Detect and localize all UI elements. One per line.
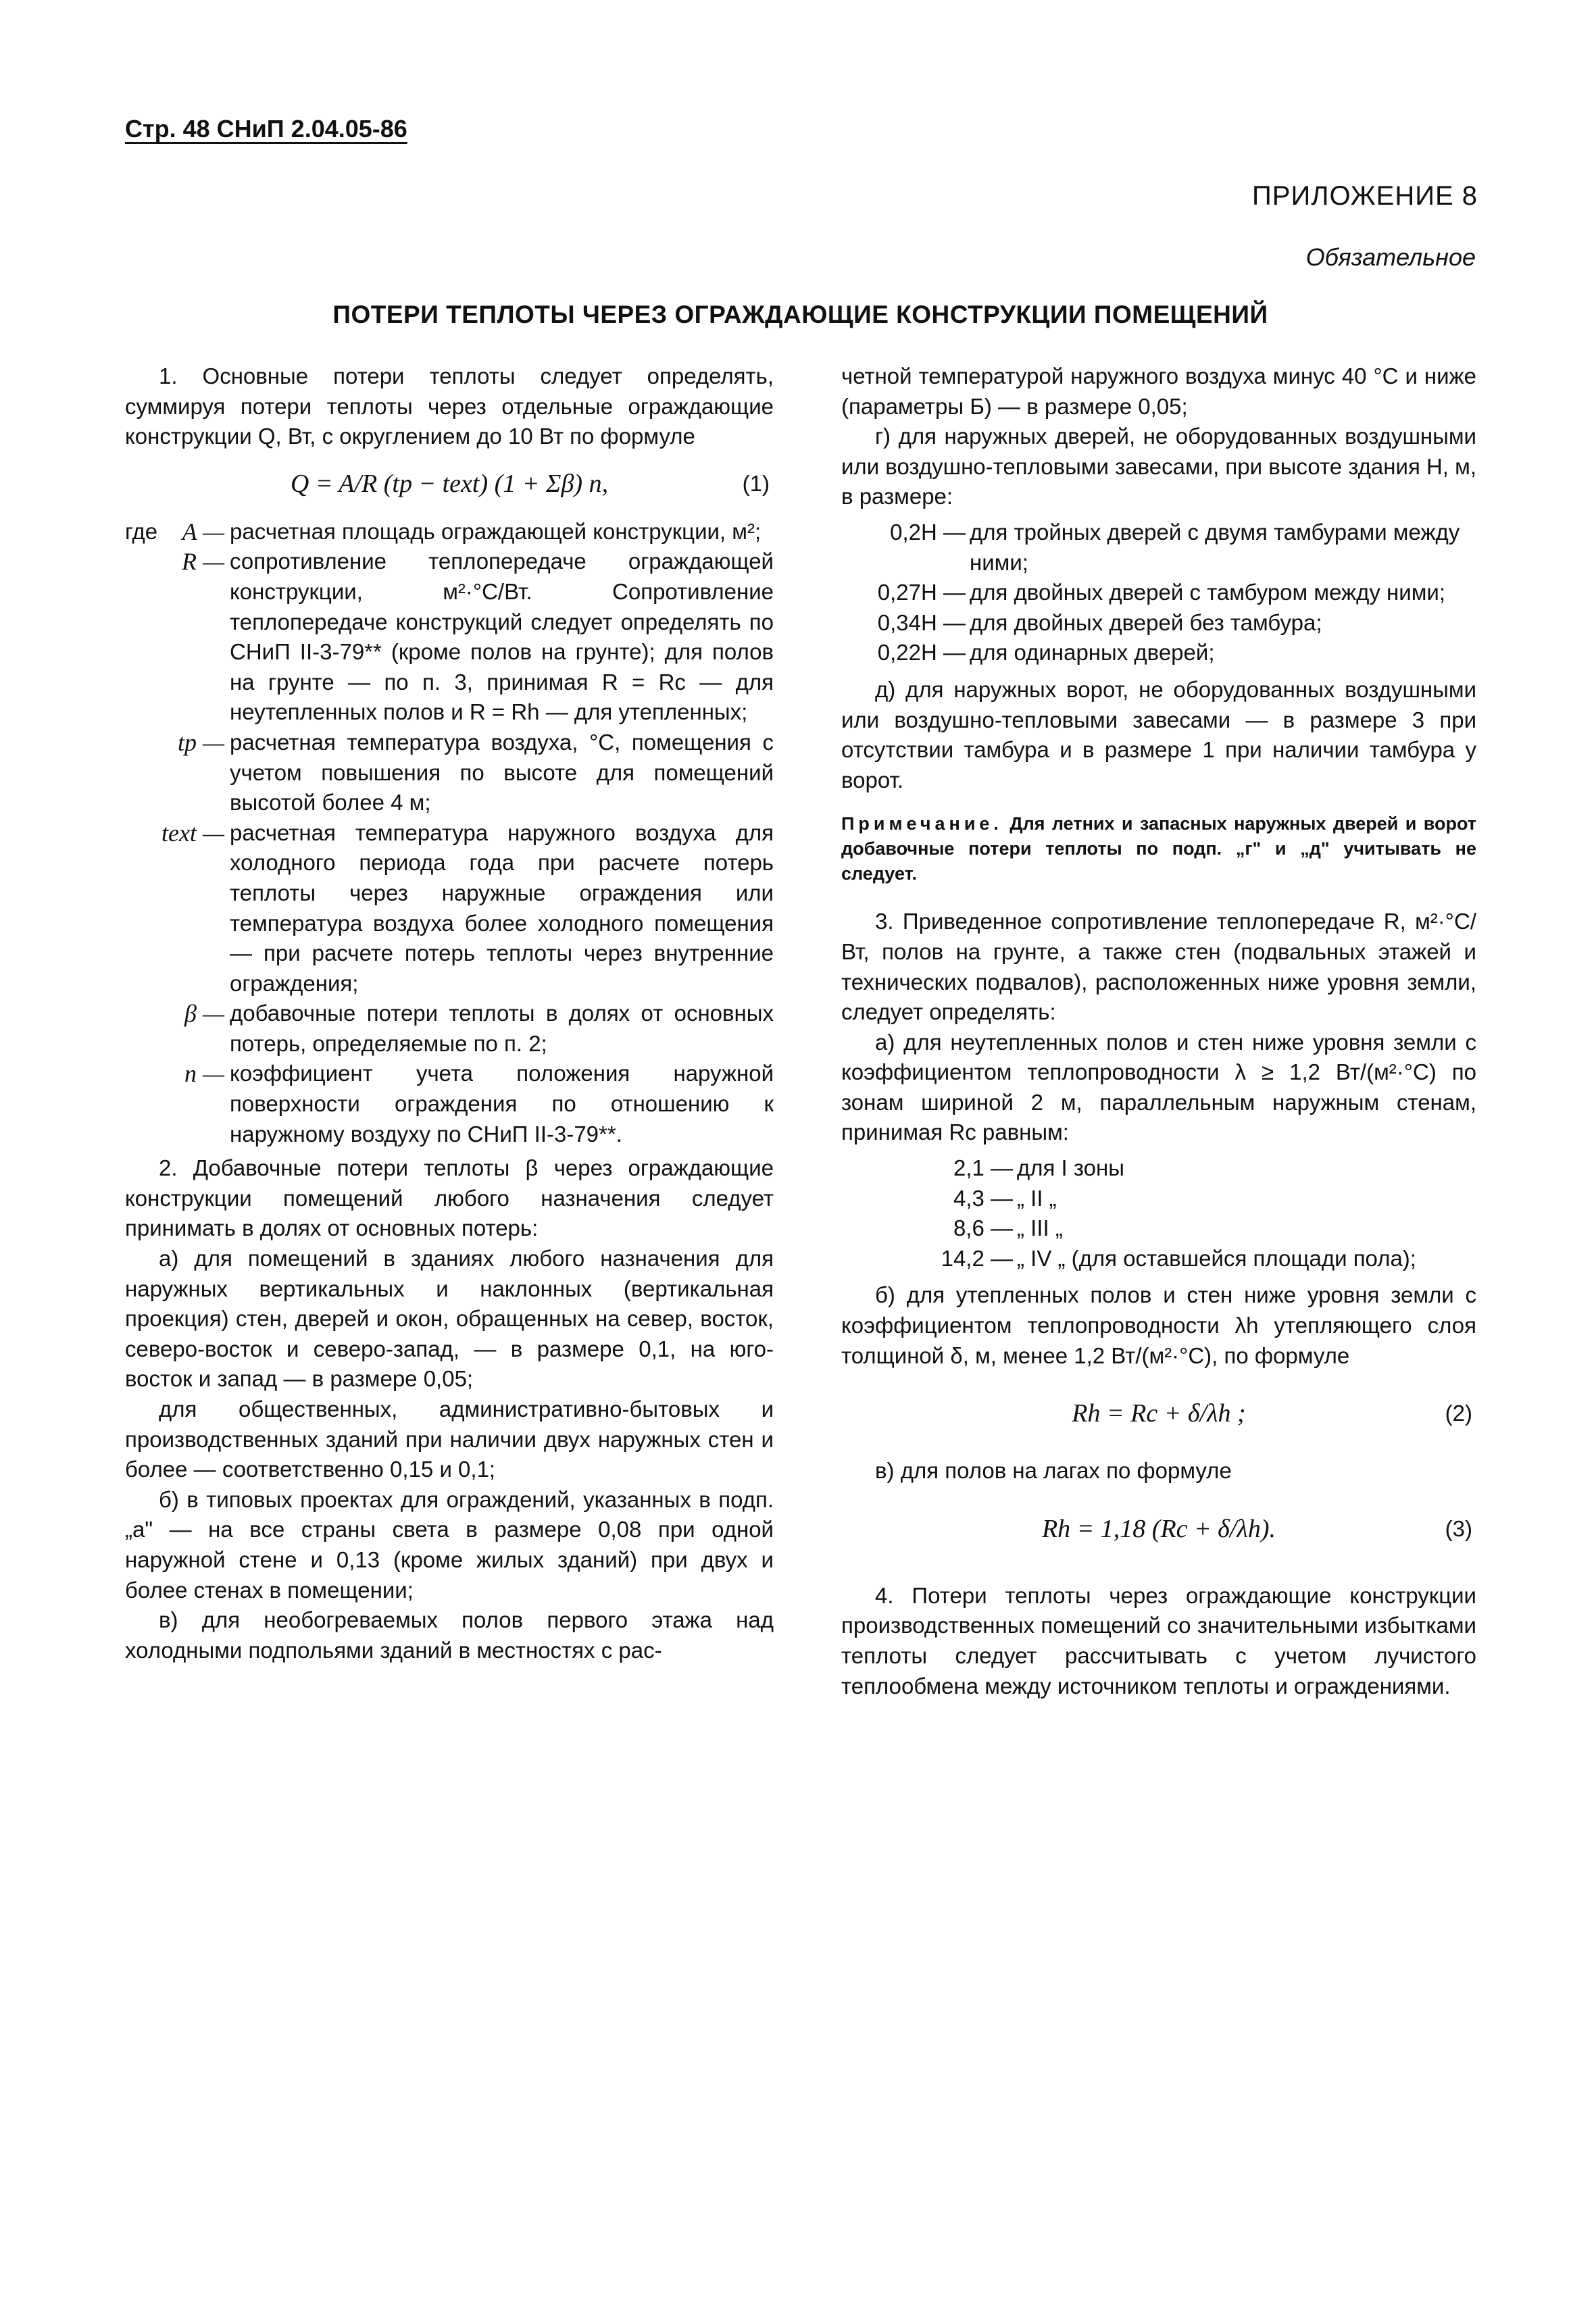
list-key: 0,22H — bbox=[877, 640, 966, 665]
list-item bbox=[841, 638, 1476, 668]
list-key: 2,1 — bbox=[953, 1155, 1013, 1181]
paragraph-3: 3. Приведенное сопротивление теплопередаче R, м²·°С/Вт, полов на грунте, а также стен (подвальных этажей и технических подвалов), расположенных ниже уровня земли, следует определять: bbox=[841, 909, 1476, 1025]
paragraph-2d: д) для наружных ворот, не оборудованных воздушными или воздушно-тепловыми завесами — в размере 3 при отсутствии тамбура и в размере 1 при наличии тамбура у ворот. bbox=[841, 676, 1476, 793]
list-item bbox=[841, 578, 1476, 608]
where-label: где bbox=[125, 518, 158, 544]
list-value: для двойных дверей с тамбуром между ними; bbox=[970, 580, 1446, 605]
definition-text: расчетная температура наружного воздуха для холодного периода года при расчете потерь теплоты через наружные ограждения или температура воздуха более холодного помещения — при расчете потерь теплоты через внутренние ограждения; bbox=[230, 820, 774, 996]
formula-3-number: (3) bbox=[1445, 1515, 1472, 1541]
list-key: 8,6 — bbox=[953, 1215, 1013, 1241]
definition-text: расчетная температура воздуха, °С, помещения с учетом повышения по высоте для помещений высотой более 4 м; bbox=[230, 729, 774, 815]
list-value: „ III „ bbox=[1017, 1215, 1063, 1241]
definition-row bbox=[125, 728, 774, 818]
mandatory-label: Обязательное bbox=[1305, 243, 1476, 271]
paragraph-3v: в) для полов на лагах по формуле bbox=[875, 1458, 1232, 1484]
page-title: ПОТЕРИ ТЕПЛОТЫ ЧЕРЕЗ ОГРАЖДАЮЩИЕ КОНСТРУКЦИИ ПОМЕЩЕНИЙ bbox=[332, 301, 1268, 328]
definition-text: коэффициент учета положения наружной поверхности ограждения по отношению к наружному воздуху по СНиП II-3-79**. bbox=[230, 1061, 774, 1147]
definition-symbol: β — bbox=[184, 1000, 224, 1028]
paragraph-2v: в) для необогреваемых полов первого этажа над холодными подпольями зданий в местностях с рас- bbox=[125, 1607, 774, 1663]
formula-1 bbox=[125, 466, 774, 502]
list-key: 0,27H — bbox=[877, 580, 966, 605]
definition-row bbox=[125, 818, 774, 999]
page-header: Стр. 48 СНиП 2.04.05-86 bbox=[125, 115, 407, 143]
formula-2 bbox=[841, 1395, 1476, 1432]
list-key: 0,2H — bbox=[890, 519, 966, 545]
formula-1-text: Q = A/R (tp − text) (1 + Σβ) n, bbox=[290, 469, 609, 498]
definition-symbol: A — bbox=[182, 518, 224, 545]
paragraph-2a-cont: для общественных, административно-бытовых и производственных зданий при наличии двух наружных стен и более — соответственно 0,15 и 0,1; bbox=[125, 1397, 774, 1482]
note-label: Примечание. bbox=[841, 813, 1003, 834]
definition-text: добавочные потери теплоты в долях от основных потерь, определяемые по п. 2; bbox=[230, 1001, 774, 1056]
list-value: для одинарных дверей; bbox=[970, 640, 1215, 665]
list-key: 14,2 — bbox=[941, 1245, 1013, 1271]
definitions-list bbox=[125, 517, 774, 1149]
list-item bbox=[841, 518, 1476, 578]
formula-2-number: (2) bbox=[1445, 1401, 1472, 1426]
list-item bbox=[841, 1213, 1476, 1244]
paragraph-2v-cont: четной температурой наружного воздуха минус 40 °С и ниже (параметры Б) — в размере 0,05; bbox=[841, 363, 1476, 419]
list-value: для двойных дверей без тамбура; bbox=[970, 609, 1322, 635]
formula-3-text: Rh = 1,18 (Rc + δ/λh). bbox=[1041, 1514, 1276, 1543]
list-item bbox=[841, 608, 1476, 638]
definition-symbol: R — bbox=[182, 548, 224, 576]
definition-text: расчетная площадь ограждающей конструкции, м²; bbox=[230, 518, 762, 544]
list-value: для тройных дверей с двумя тамбурами между ними; bbox=[970, 519, 1460, 575]
list-key: 0,34H — bbox=[877, 609, 966, 635]
appendix-label: ПРИЛОЖЕНИЕ 8 bbox=[1252, 181, 1478, 211]
right-column bbox=[841, 361, 1476, 1701]
definition-symbol: text — bbox=[161, 819, 224, 847]
definition-text: сопротивление теплопередаче ограждающей конструкции, м²·°С/Вт. Сопротивление теплопередаче конструкций следует определять по СНиП II-3-79** (кроме полов на грунте); для полов на грунте — по п. 3, принимая R = Rc — для неутепленных полов и R = Rh — для утепленных; bbox=[230, 549, 774, 725]
paragraph-1: 1. Основные потери теплоты следует определять, суммируя потери теплоты через отдельные ограждающие конструкции Q, Вт, с округлением до 10 Вт по формуле bbox=[125, 363, 774, 449]
paragraph-3b: б) для утепленных полов и стен ниже уровня земли с коэффициентом теплопроводности λh утепляющего слоя толщиной δ, м, менее 1,2 Вт/(м²·°С), по формуле bbox=[841, 1282, 1476, 1368]
paragraph-2g: г) для наружных дверей, не оборудованных воздушными или воздушно-тепловыми завесами, при высоте здания H, м, в размере: bbox=[841, 424, 1477, 509]
note-text: Для летних и запасных наружных дверей и ворот добавочные потери теплоты по подп. „г" и „д" учитывать не следует. bbox=[841, 813, 1476, 884]
list-value: „ IV „ (для оставшейся площади пола); bbox=[1017, 1245, 1416, 1271]
list-item bbox=[841, 1153, 1476, 1184]
list-value: „ II „ bbox=[1017, 1185, 1057, 1211]
definition-symbol: n — bbox=[184, 1060, 224, 1088]
list-key: 4,3 — bbox=[953, 1185, 1013, 1211]
paragraph-2a: а) для помещений в зданиях любого назначения для наружных вертикальных и наклонных (вертикальная проекция) стен, дверей и окон, обращенных на север, восток, северо-восток и северо-запад, — в размере 0,1, на юго-восток и запад — в размере 0,05; bbox=[125, 1246, 774, 1392]
definition-row bbox=[125, 1059, 774, 1149]
formula-1-number: (1) bbox=[742, 470, 770, 496]
zones-list bbox=[841, 1153, 1476, 1274]
list-value: для I зоны bbox=[1017, 1155, 1124, 1181]
paragraph-2: 2. Добавочные потери теплоты β через ограждающие конструкции помещений любого назначения следует принимать в долях от основных потерь: bbox=[125, 1155, 774, 1241]
definition-row bbox=[125, 517, 774, 547]
formula-3 bbox=[841, 1511, 1476, 1547]
list-item bbox=[841, 1244, 1476, 1274]
doors-list bbox=[841, 518, 1476, 668]
definition-symbol: tp — bbox=[177, 728, 224, 756]
left-column bbox=[125, 361, 774, 1665]
list-item bbox=[841, 1184, 1476, 1214]
paragraph-2b: б) в типовых проектах для ограждений, указанных в подп. „а" — на все страны света в размере 0,08 при одной наружной стене и 0,13 (кроме жилых зданий) при двух и более стенах в помещении; bbox=[125, 1486, 774, 1603]
note bbox=[841, 811, 1476, 886]
formula-2-text: Rh = Rc + δ/λh ; bbox=[1072, 1399, 1246, 1428]
definition-row bbox=[125, 547, 774, 728]
definition-row bbox=[125, 999, 774, 1059]
paragraph-3a: а) для неутепленных полов и стен ниже уровня земли с коэффициентом теплопроводности λ ≥ 1,2 Вт/(м²·°С) по зонам шириной 2 м, параллельным наружным стенам, принимая Rc равным: bbox=[841, 1029, 1476, 1145]
paragraph-4: 4. Потери теплоты через ограждающие конструкции производственных помещений со значительными избытками теплоты следует рассчитывать с учетом лучистого теплообмена между источником теплоты и ограждениями. bbox=[841, 1582, 1476, 1699]
